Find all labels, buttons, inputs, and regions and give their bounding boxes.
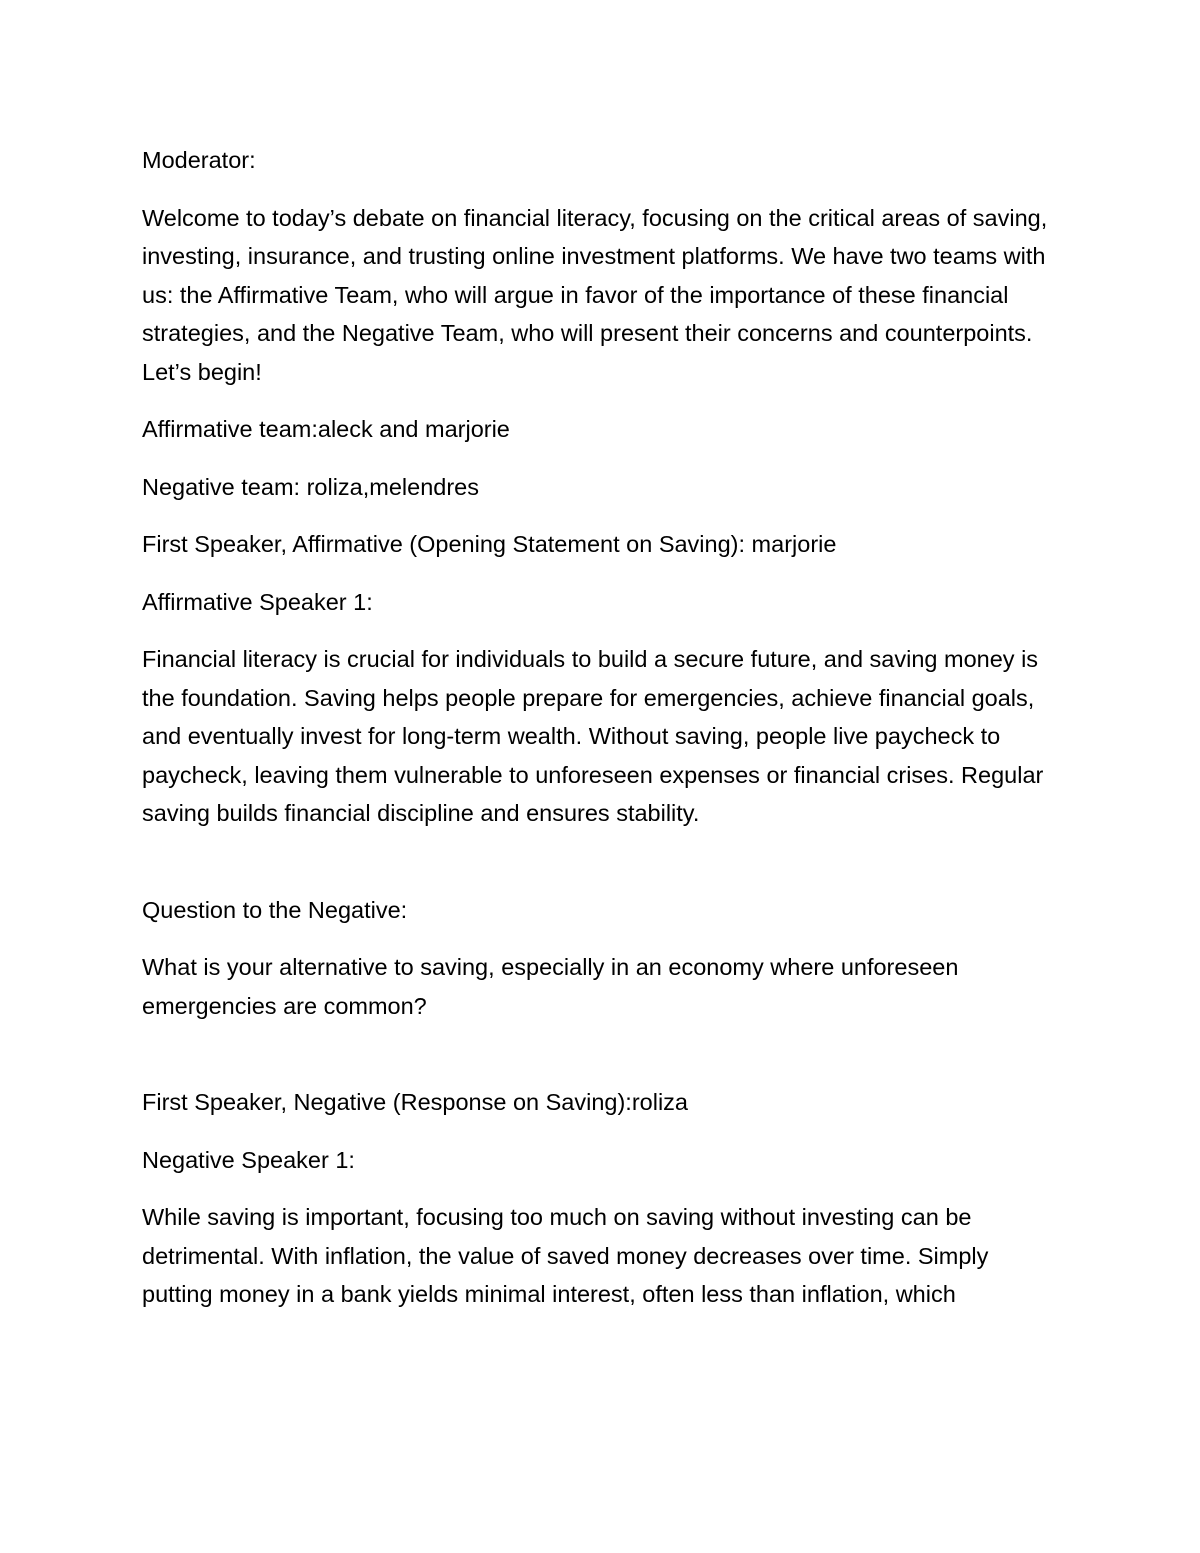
negative-speaker-1-heading: Negative Speaker 1: <box>142 1146 355 1173</box>
affirmative-opening-paragraph: Financial literacy is crucial for individuals to build a secure future, and saving money is the foundation. Saving helps people prepare for emergencies, achieve financial goals, and eventually invest for long-term wealth. Without saving, people live paycheck to paycheck, leaving them vulnerable to unforeseen expenses or financial crises. Regular saving builds financial discipline and ensures stability. <box>142 646 1044 826</box>
document-body <box>142 141 1062 1314</box>
question-to-negative-heading: Question to the Negative: <box>142 896 408 923</box>
affirmative-speaker-1-heading: Affirmative Speaker 1: <box>142 588 373 615</box>
negative-response-paragraph: While saving is important, focusing too much on saving without investing can be detrimental. With inflation, the value of saved money decreases over time. Simply putting money in a bank yields minimal interest, often less than inflation, which <box>142 1204 989 1307</box>
moderator-heading: Moderator: <box>142 147 256 173</box>
affirmative-team-line: Affirmative team:aleck and marjorie <box>142 416 510 442</box>
first-speaker-negative-line: First Speaker, Negative (Response on Saving):roliza <box>142 1089 688 1115</box>
moderator-welcome-paragraph: Welcome to today’s debate on financial literacy, focusing on the critical areas of saving, investing, insurance, and trusting online investment platforms. We have two teams with us: the Affirmative Team, who will argue in favor of the importance of these financial strategies, and the Negative Team, who will present their concerns and counterpoints. Let’s begin! <box>142 204 1048 385</box>
question-paragraph: What is your alternative to saving, especially in an economy where unforeseen emergencies are common? <box>142 954 959 1019</box>
negative-team-line: Negative team: roliza,melendres <box>142 473 479 500</box>
first-speaker-affirmative-line: First Speaker, Affirmative (Opening Statement on Saving): marjorie <box>142 531 837 557</box>
